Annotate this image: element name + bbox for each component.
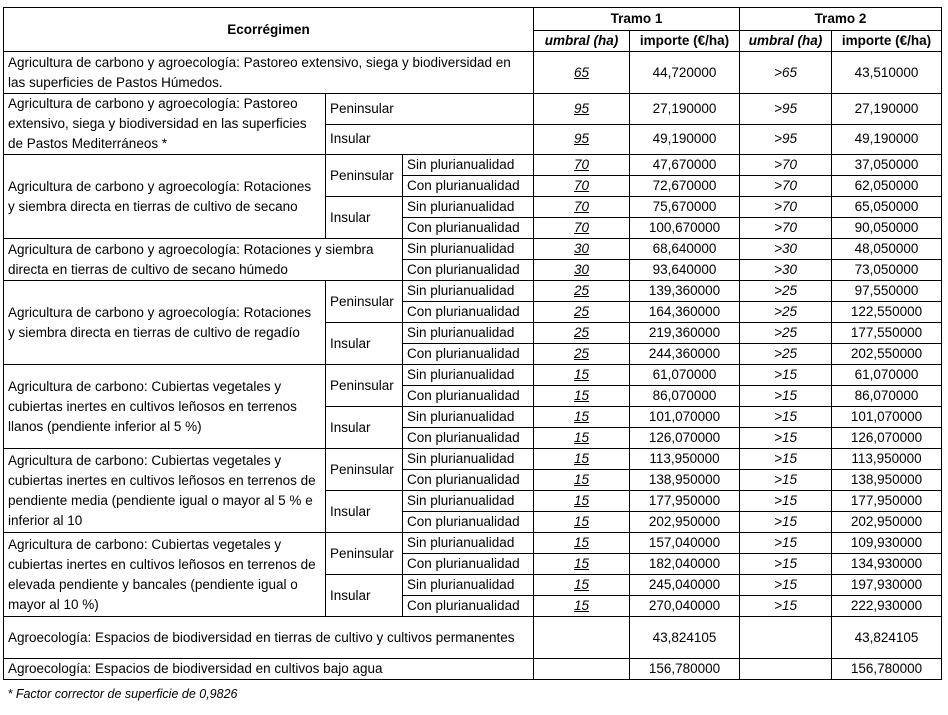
t2-umbral-cell [740,575,832,596]
region-cell: Insular [326,407,403,449]
t2-umbral-value: >15 [774,577,797,592]
plurianualidad-cell: Con plurianualidad [403,176,534,197]
t2-umbral-cell [740,554,832,575]
t2-umbral-cell [740,365,832,386]
t1-umbral-cell [534,470,630,491]
t2-umbral-cell [740,323,832,344]
t2-umbral-value: >95 [774,131,797,147]
plurianualidad-cell: Con plurianualidad [403,302,534,323]
t1-importe-cell: 138,950000 [630,470,740,491]
header-t2-umbral: umbral (ha) [740,31,832,52]
t2-importe-cell: 113,950000 [832,449,942,470]
t2-umbral-value: >25 [774,283,797,298]
plurianualidad-cell: Con plurianualidad [403,344,534,365]
header-t1-importe: importe (€/ha) [630,31,740,52]
t1-umbral-value: 15 [574,367,590,382]
t1-umbral-cell [534,218,630,239]
t2-umbral-value: >65 [774,64,797,80]
t2-umbral-value: >15 [774,451,797,466]
t2-importe-cell: 101,070000 [832,407,942,428]
t1-umbral-cell [534,239,630,260]
t1-umbral-cell [534,344,630,365]
t1-umbral-value: 95 [574,131,590,147]
t2-umbral-value: >70 [774,220,797,235]
t1-umbral-value: 15 [574,535,590,550]
t1-importe-cell: 68,640000 [630,239,740,260]
t1-umbral-value: 25 [574,346,590,361]
t2-umbral-value: >30 [774,241,797,256]
t1-umbral-value: 15 [574,514,590,529]
t2-umbral-value: >15 [774,430,797,445]
t1-umbral-value: 95 [574,100,590,116]
t1-umbral-cell [534,617,630,659]
t1-umbral-cell [534,176,630,197]
t1-umbral-value: 30 [574,241,590,256]
t1-importe-cell: 47,670000 [630,155,740,176]
header-tramo-1: Tramo 1 [534,8,740,31]
plurianualidad-cell: Con plurianualidad [403,512,534,533]
t2-umbral-cell [740,218,832,239]
t2-umbral-value: >15 [774,598,797,613]
t1-umbral-value: 15 [574,409,590,424]
t2-importe-cell: 109,930000 [832,533,942,554]
t2-umbral-value: >70 [774,178,797,193]
t2-umbral-cell [740,176,832,197]
t2-importe-cell: 49,190000 [832,124,942,155]
t1-umbral-cell [534,575,630,596]
t1-umbral-value: 15 [574,430,590,445]
t2-umbral-value: >15 [774,409,797,424]
plurianualidad-cell: Con plurianualidad [403,218,534,239]
t1-umbral-cell [534,449,630,470]
t2-umbral-cell [740,407,832,428]
table-row [4,281,942,302]
t1-importe-cell: 86,070000 [630,386,740,407]
region-cell: Peninsular [326,533,403,575]
plurianualidad-cell: Sin plurianualidad [403,533,534,554]
t2-importe-cell: 202,950000 [832,512,942,533]
t1-umbral-value: 15 [574,598,590,613]
t1-umbral-cell [534,596,630,617]
t1-importe-cell: 75,670000 [630,197,740,218]
row-description: Agricultura de carbono: Cubiertas vegetales y cubiertas inertes en cultivos leñosos en terrenos de pendiente media (pendiente igual o mayor al 5 % e inferior al 10 [4,449,326,533]
t1-importe-cell: 101,070000 [630,407,740,428]
row-description: Agricultura de carbono y agroecología: Pastoreo extensivo, siega y biodiversidad en las superficies de Pastos Mediterráneos * [4,94,326,155]
region-cell: Insular [326,491,403,533]
t2-umbral-value: >15 [774,472,797,487]
t1-importe-cell: 27,190000 [630,94,740,125]
t2-importe-cell: 62,050000 [832,176,942,197]
t1-umbral-cell [534,533,630,554]
table-row [4,449,942,470]
plurianualidad-cell: Sin plurianualidad [403,323,534,344]
t2-importe-cell: 202,550000 [832,344,942,365]
t2-importe-cell: 126,070000 [832,428,942,449]
row-description: Agroecología: Espacios de biodiversidad en tierras de cultivo y cultivos permanentes [4,617,534,659]
plurianualidad-cell: Sin plurianualidad [403,239,534,260]
plurianualidad-cell: Con plurianualidad [403,428,534,449]
t2-umbral-value: >15 [774,535,797,550]
t2-umbral-value: >70 [774,199,797,214]
plurianualidad-cell: Con plurianualidad [403,554,534,575]
plurianualidad-cell: Sin plurianualidad [403,365,534,386]
t2-umbral-value: >15 [774,556,797,571]
t2-umbral-cell [740,428,832,449]
t1-umbral-cell [534,197,630,218]
t1-importe-cell: 157,040000 [630,533,740,554]
t1-importe-cell: 113,950000 [630,449,740,470]
t1-importe-cell: 177,950000 [630,491,740,512]
region-cell: Peninsular [326,155,403,197]
t2-umbral-cell [740,449,832,470]
t1-umbral-cell [534,512,630,533]
table-row [4,533,942,554]
t1-umbral-cell [534,428,630,449]
t2-umbral-cell [740,533,832,554]
t2-umbral-cell [740,239,832,260]
header-ecoregimen: Ecorrégimen [4,8,534,52]
t1-umbral-cell [534,554,630,575]
plurianualidad-cell: Sin plurianualidad [403,407,534,428]
plurianualidad-cell: Con plurianualidad [403,260,534,281]
t1-umbral-cell [534,491,630,512]
t1-umbral-cell [534,407,630,428]
t2-umbral-cell [740,386,832,407]
t2-umbral-cell [740,617,832,659]
t2-importe-cell: 138,950000 [832,470,942,491]
region-cell: Insular [326,197,403,239]
t1-umbral-value: 25 [574,283,590,298]
t1-importe-cell: 43,824105 [630,617,740,659]
t1-umbral-cell [534,124,630,155]
t2-umbral-value: >95 [774,100,797,116]
t1-umbral-value: 15 [574,493,590,508]
t2-umbral-cell [740,659,832,680]
t1-umbral-value: 15 [574,472,590,487]
t2-umbral-cell [740,491,832,512]
t2-umbral-cell [740,124,832,155]
table-row [4,365,942,386]
t2-umbral-value: >30 [774,262,797,277]
t2-umbral-cell [740,281,832,302]
t1-umbral-cell [534,386,630,407]
table-row [4,94,942,125]
table-row [4,659,942,680]
t1-umbral-cell [534,155,630,176]
t2-umbral-cell [740,470,832,491]
region-cell: Peninsular [326,449,403,491]
plurianualidad-cell: Sin plurianualidad [403,575,534,596]
header-t1-umbral: umbral (ha) [534,31,630,52]
table-row [4,239,942,260]
t2-importe-cell: 61,070000 [832,365,942,386]
t1-importe-cell: 245,040000 [630,575,740,596]
row-description: Agricultura de carbono y agroecología: Rotaciones y siembra directa en tierras de cultivo de secano [4,155,326,239]
t2-importe-cell: 177,550000 [832,323,942,344]
t1-umbral-value: 15 [574,577,590,592]
t1-umbral-value: 25 [574,304,590,319]
plurianualidad-cell: Con plurianualidad [403,386,534,407]
t1-importe-cell: 202,950000 [630,512,740,533]
t1-umbral-cell [534,94,630,125]
t2-importe-cell: 156,780000 [832,659,942,680]
row-description: Agricultura de carbono: Cubiertas vegetales y cubiertas inertes en cultivos leñosos en terrenos llanos (pendiente inferior al 5 %) [4,365,326,449]
t1-importe-cell: 100,670000 [630,218,740,239]
region-cell: Peninsular [326,365,403,407]
t2-importe-cell: 48,050000 [832,239,942,260]
t2-importe-cell: 97,550000 [832,281,942,302]
t1-umbral-cell [534,52,630,94]
t1-importe-cell: 126,070000 [630,428,740,449]
t2-importe-cell: 43,510000 [832,52,942,94]
t1-umbral-cell [534,659,630,680]
t2-umbral-cell [740,344,832,365]
t2-importe-cell: 65,050000 [832,197,942,218]
t2-umbral-cell [740,260,832,281]
t2-umbral-cell [740,94,832,125]
t2-umbral-value: >25 [774,325,797,340]
region-cell: Peninsular [326,94,534,125]
table-row [4,155,942,176]
t1-importe-cell: 49,190000 [630,124,740,155]
ecoregimen-table [3,7,942,704]
row-description: Agricultura de carbono y agroecología: Rotaciones y siembra directa en tierras de cultivo de secano húmedo [4,239,403,281]
t1-umbral-cell [534,365,630,386]
t2-importe-cell: 90,050000 [832,218,942,239]
t2-umbral-cell [740,155,832,176]
t1-umbral-value: 15 [574,388,590,403]
t2-importe-cell: 27,190000 [832,94,942,125]
t1-importe-cell: 93,640000 [630,260,740,281]
t2-umbral-value: >15 [774,367,797,382]
plurianualidad-cell: Sin plurianualidad [403,491,534,512]
t1-importe-cell: 156,780000 [630,659,740,680]
t1-importe-cell: 72,670000 [630,176,740,197]
t2-umbral-cell [740,197,832,218]
t2-umbral-value: >15 [774,514,797,529]
t2-importe-cell: 134,930000 [832,554,942,575]
plurianualidad-cell: Con plurianualidad [403,470,534,491]
t1-importe-cell: 61,070000 [630,365,740,386]
t1-importe-cell: 164,360000 [630,302,740,323]
t1-importe-cell: 182,040000 [630,554,740,575]
region-cell: Peninsular [326,281,403,323]
plurianualidad-cell: Sin plurianualidad [403,449,534,470]
t2-umbral-value: >15 [774,493,797,508]
table-row [4,52,942,94]
t1-importe-cell: 219,360000 [630,323,740,344]
t2-umbral-value: >25 [774,346,797,361]
t2-importe-cell: 122,550000 [832,302,942,323]
t1-importe-cell: 139,360000 [630,281,740,302]
header-t2-importe: importe (€/ha) [832,31,942,52]
t1-umbral-value: 70 [574,199,590,214]
t1-umbral-value: 25 [574,325,590,340]
t2-umbral-cell [740,512,832,533]
t2-importe-cell: 177,950000 [832,491,942,512]
row-description: Agroecología: Espacios de biodiversidad en cultivos bajo agua [4,659,534,680]
row-description: Agricultura de carbono y agroecología: Pastoreo extensivo, siega y biodiversidad en las superficies de Pastos Húmedos. [4,52,534,94]
t1-umbral-value: 30 [574,262,590,277]
t1-importe-cell: 44,720000 [630,52,740,94]
t1-umbral-cell [534,260,630,281]
t1-umbral-value: 15 [574,556,590,571]
t2-importe-cell: 222,930000 [832,596,942,617]
t1-umbral-value: 70 [574,178,590,193]
region-cell: Insular [326,323,403,365]
header-tramo-2: Tramo 2 [740,8,942,31]
table-row [4,617,942,659]
t2-umbral-cell [740,596,832,617]
plurianualidad-cell: Con plurianualidad [403,596,534,617]
t1-umbral-value: 15 [574,451,590,466]
t2-importe-cell: 43,824105 [832,617,942,659]
row-description: Agricultura de carbono: Cubiertas vegetales y cubiertas inertes en cultivos leñosos en terrenos de elevada pendiente y bancales (pendiente igual o mayor al 10 %) [4,533,326,617]
t1-importe-cell: 270,040000 [630,596,740,617]
t1-umbral-value: 70 [574,220,590,235]
t2-umbral-value: >15 [774,388,797,403]
plurianualidad-cell: Sin plurianualidad [403,197,534,218]
t1-umbral-cell [534,323,630,344]
t1-umbral-cell [534,281,630,302]
t2-importe-cell: 197,930000 [832,575,942,596]
t2-umbral-value: >25 [774,304,797,319]
t2-importe-cell: 86,070000 [832,386,942,407]
t1-umbral-cell [534,302,630,323]
t2-importe-cell: 73,050000 [832,260,942,281]
t2-umbral-cell [740,302,832,323]
t2-importe-cell: 37,050000 [832,155,942,176]
region-cell: Insular [326,575,403,617]
t2-umbral-cell [740,52,832,94]
t1-umbral-value: 70 [574,157,590,172]
region-cell: Insular [326,124,534,155]
t1-importe-cell: 244,360000 [630,344,740,365]
t1-umbral-value: 65 [574,64,590,80]
plurianualidad-cell: Sin plurianualidad [403,155,534,176]
footnote: * Factor corrector de superficie de 0,9826 [7,687,238,701]
row-description: Agricultura de carbono y agroecología: Rotaciones y siembra directa en tierras de cultivo de regadío [4,281,326,365]
t2-umbral-value: >70 [774,157,797,172]
plurianualidad-cell: Sin plurianualidad [403,281,534,302]
